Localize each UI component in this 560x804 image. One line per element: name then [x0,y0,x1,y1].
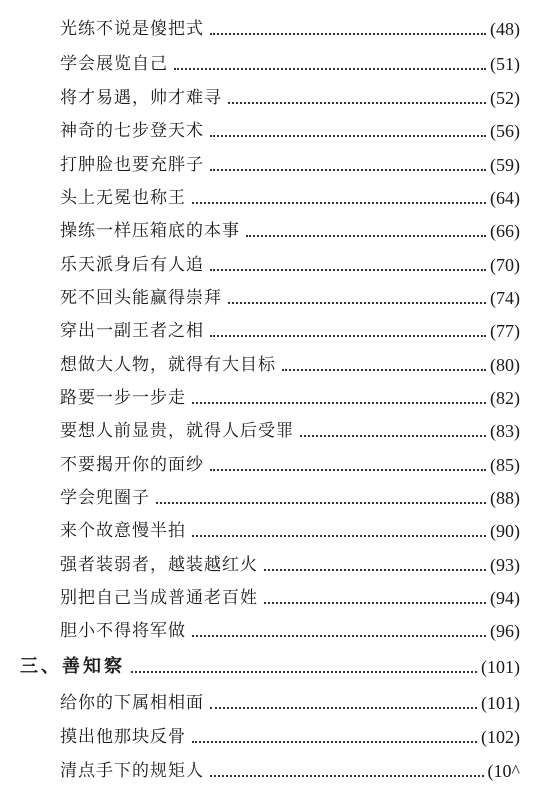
toc-row [0,248,560,282]
dot-leader [192,401,486,404]
toc-section-heading [20,656,520,678]
toc-entry-title: 将才易遇，帅才难寻 [60,88,222,108]
toc-row [0,448,560,482]
toc-entry [60,520,520,542]
toc-entry [60,587,520,609]
toc-row [0,114,560,148]
toc-row [0,414,560,448]
toc-entry [60,120,520,142]
toc-entry-title: 强者装弱者，越装越红火 [60,555,258,575]
toc-entry [60,692,520,714]
toc-row [0,281,560,315]
toc-entry [60,18,520,40]
toc-entry-page: (66) [490,221,520,241]
toc-entry [60,320,520,342]
dot-leader [156,501,486,504]
toc-row [0,181,560,215]
section-title: 三、善知察 [20,656,125,677]
toc-entry [60,420,520,442]
toc-entry [60,354,520,376]
toc-entry-title: 来个故意慢半拍 [60,521,186,541]
toc-entry [60,387,520,409]
toc-entry [60,87,520,109]
toc-row [0,686,560,720]
toc-entry [60,187,520,209]
toc-row [0,47,560,81]
toc-entry-page: (90) [490,521,520,541]
dot-leader [228,101,486,104]
dot-leader [246,234,486,237]
toc-entry-title: 别把自己当成普通老百姓 [60,588,258,608]
toc-entry-page: (94) [490,588,520,608]
toc-entry [60,254,520,276]
toc-entry-page: (51) [490,54,520,74]
toc-entry-page: (64) [490,188,520,208]
toc-entry-title: 学会兜圈子 [60,488,150,508]
toc-entry-page: (85) [490,455,520,475]
toc-entry-page: (96) [490,621,520,641]
dot-leader [192,740,477,743]
toc-entry-title: 不要揭开你的面纱 [60,455,204,475]
dot-leader [210,706,477,709]
toc-row [0,81,560,115]
toc-entry-title: 给你的下属相相面 [60,693,204,713]
toc-entry-title: 胆小不得将军做 [60,621,186,641]
toc-entry [60,620,520,642]
dot-leader [192,201,486,204]
dot-leader [210,134,486,137]
toc-entry-page: (77) [490,321,520,341]
toc-entry [60,726,520,748]
toc-row [0,581,560,615]
toc-row [0,12,560,46]
dot-leader [131,670,477,673]
dot-leader [282,368,486,371]
toc-entry-title: 操练一样压箱底的本事 [60,221,240,241]
toc-row [0,720,560,754]
dot-leader [264,601,486,604]
toc-entry-title: 乐天派身后有人追 [60,255,204,275]
toc-entry-page: (48) [490,19,520,39]
toc-entry-title: 清点手下的规矩人 [60,761,204,781]
toc-entry-page: (52) [490,88,520,108]
dot-leader [210,268,486,271]
toc-entry-title: 学会展览自己 [60,54,168,74]
toc-entry-title: 穿出一副王者之相 [60,321,204,341]
toc-entry-page: (80) [490,355,520,375]
toc-entry-title: 摸出他那块反骨 [60,727,186,747]
toc-row [0,314,560,348]
dot-leader [300,434,486,437]
toc-entry-title: 想做大人物，就得有大目标 [60,355,276,375]
toc-entry-title: 神奇的七步登天术 [60,121,204,141]
dot-leader [174,67,486,70]
toc-entry [60,154,520,176]
toc-entry [60,760,520,782]
toc-entry [60,53,520,75]
toc-entry-page: (88) [490,488,520,508]
toc-row [0,514,560,548]
section-page: (101) [481,657,520,677]
dot-leader [192,534,486,537]
toc-row [0,754,560,788]
toc-entry [60,554,520,576]
toc-entry-page: (93) [490,555,520,575]
dot-leader [228,301,486,304]
toc-entry [60,487,520,509]
toc-entry-page: (10^ [487,761,520,781]
toc-entry-title: 死不回头能赢得崇拜 [60,288,222,308]
toc-row [0,381,560,415]
toc-row [0,148,560,182]
dot-leader [192,634,486,637]
dot-leader [210,334,486,337]
toc-row [0,348,560,382]
toc-entry-title: 路要一步一步走 [60,388,186,408]
toc-section-row [0,650,560,684]
toc-entry-title: 头上无冕也称王 [60,188,186,208]
toc-row [0,614,560,648]
toc-entry-title: 打肿脸也要充胖子 [60,155,204,175]
toc-entry-title: 要想人前显贵，就得人后受罪 [60,421,294,441]
dot-leader [210,468,486,471]
toc-row [0,548,560,582]
toc-entry-title: 光练不说是傻把式 [60,19,204,39]
toc-entry-page: (59) [490,155,520,175]
toc-entry-page: (70) [490,255,520,275]
dot-leader [210,168,486,171]
toc-entry-page: (102) [481,727,520,747]
toc-row [0,214,560,248]
toc-entry-page: (82) [490,388,520,408]
toc-entry-page: (74) [490,288,520,308]
toc-entry [60,454,520,476]
toc-entry-page: (83) [490,421,520,441]
dot-leader [210,774,484,777]
toc-entry-page: (56) [490,121,520,141]
toc-entry-page: (101) [481,693,520,713]
dot-leader [210,32,486,35]
dot-leader [264,568,486,571]
toc-entry [60,220,520,242]
toc-entry [60,287,520,309]
toc-row [0,481,560,515]
